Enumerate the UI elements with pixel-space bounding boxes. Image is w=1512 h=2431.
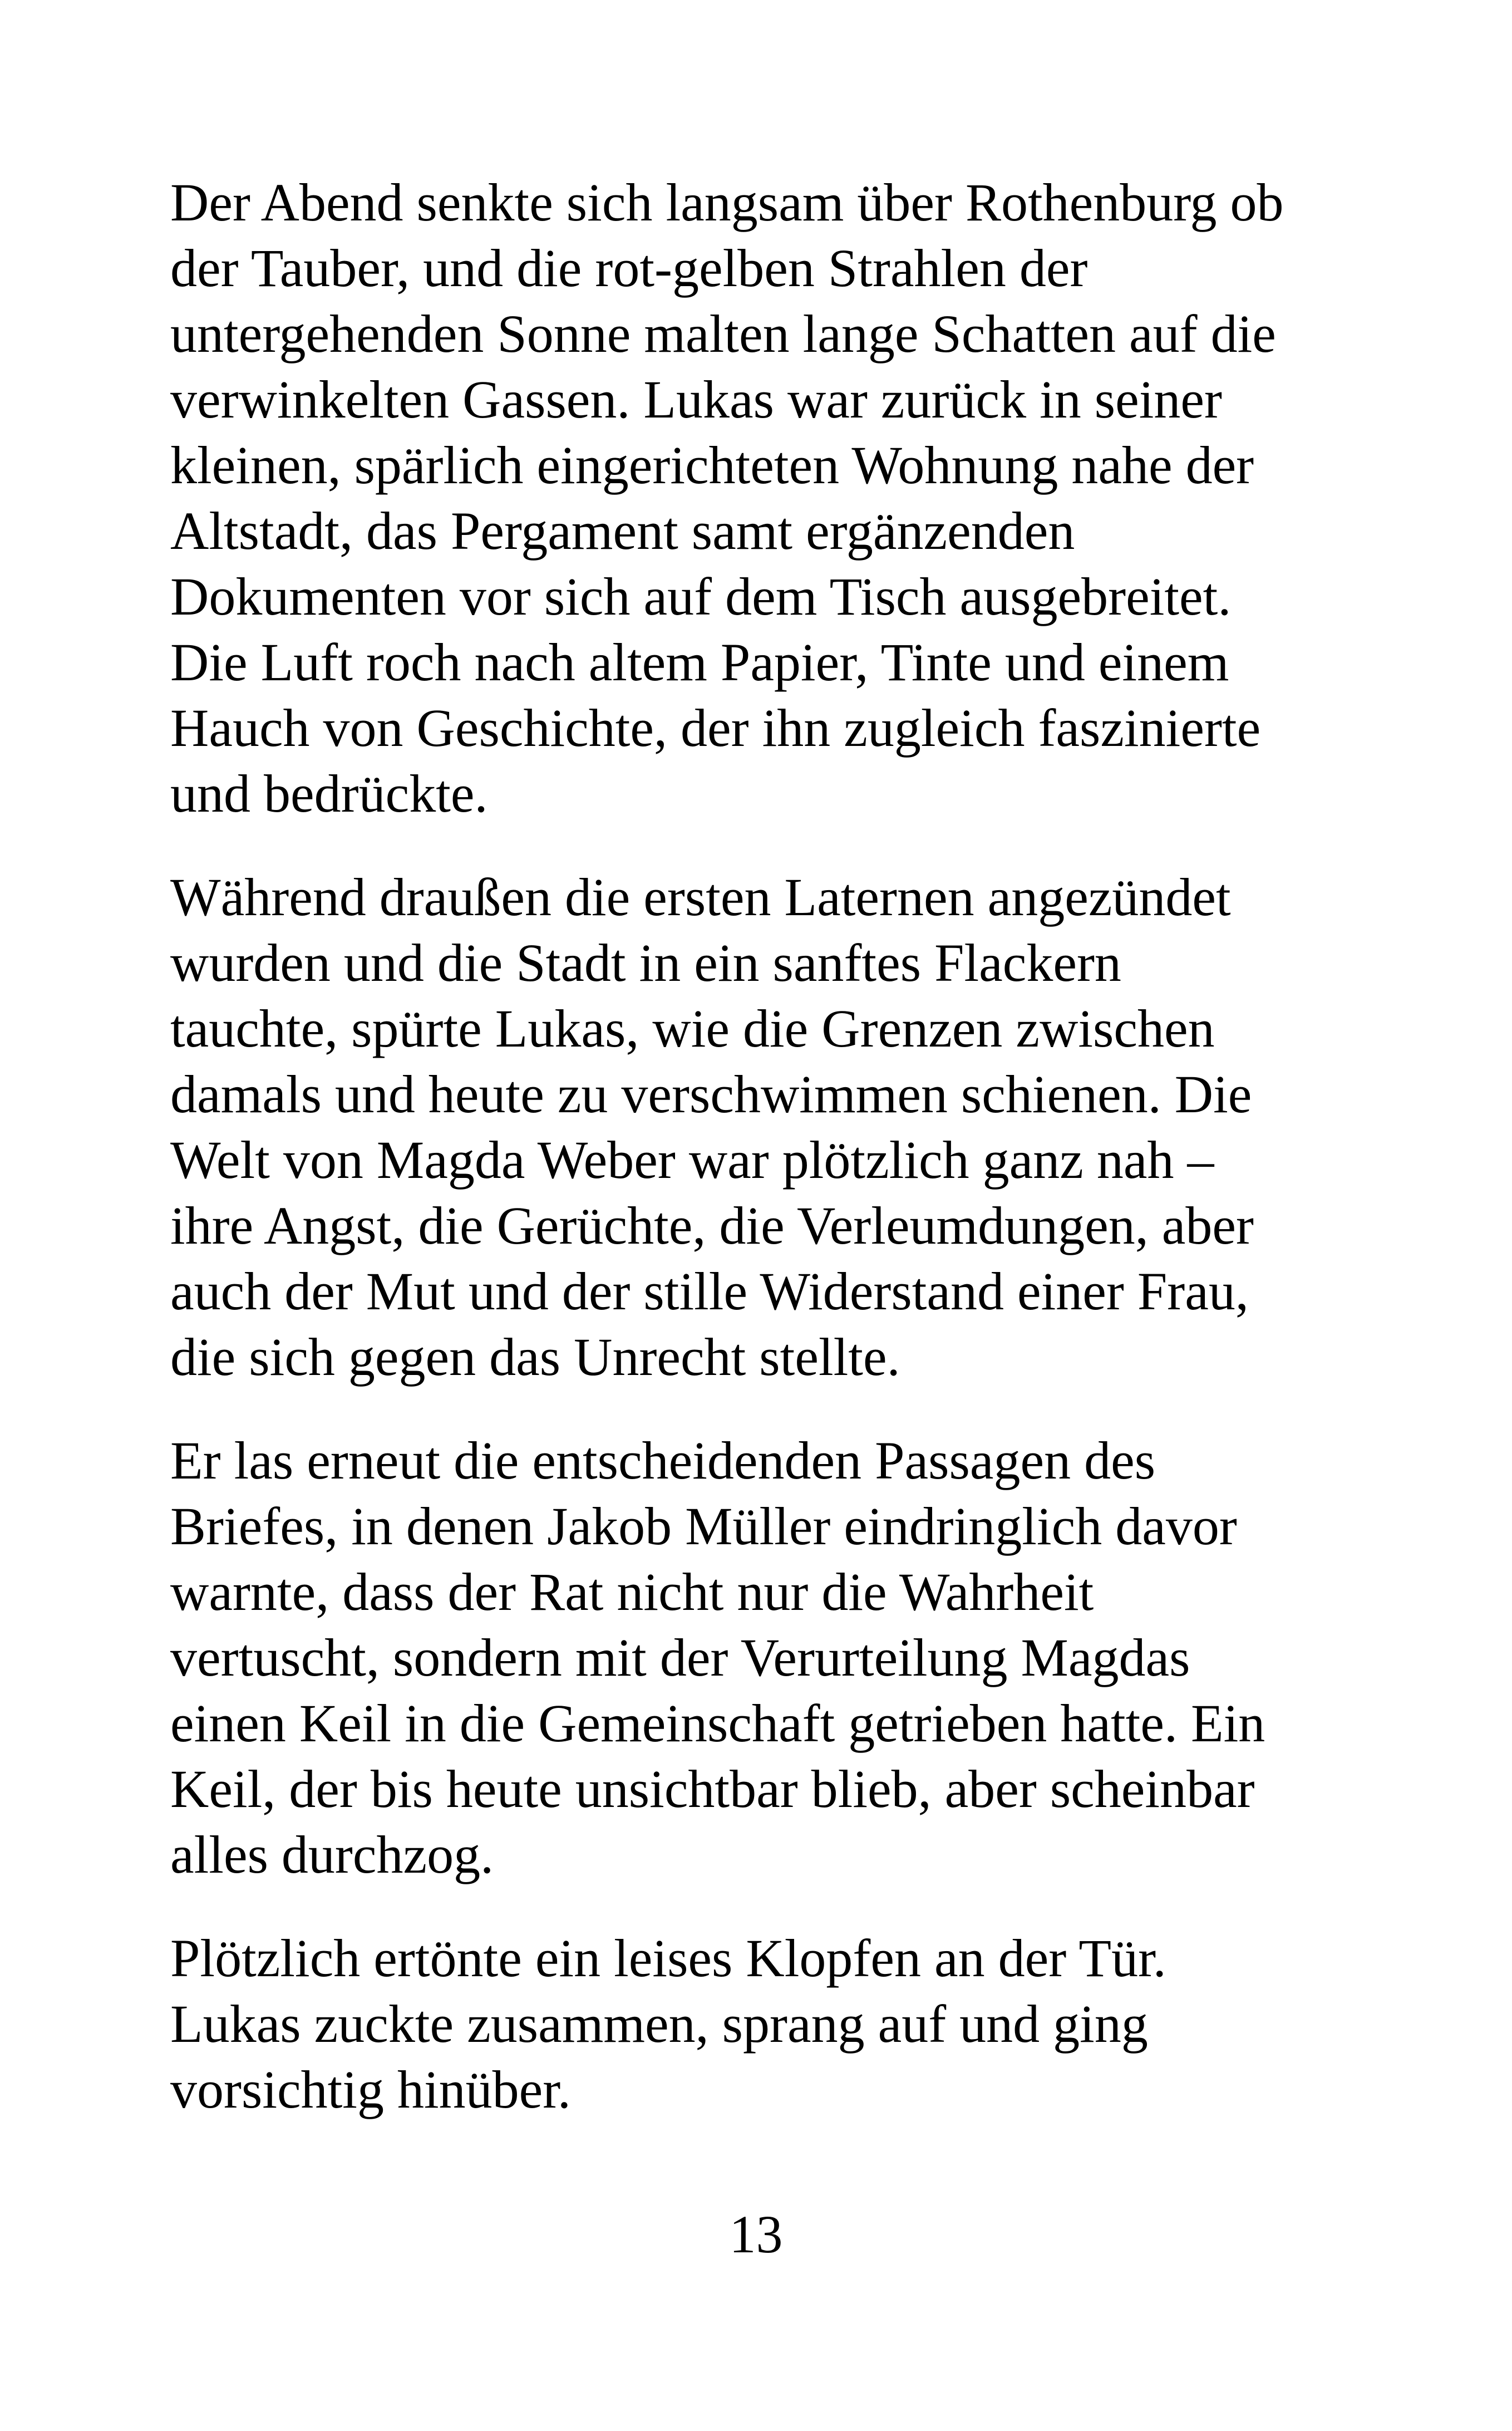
- text-line: Plötzlich ertönte ein leises Klopfen an der Tür.: [170, 1928, 1166, 1988]
- text-line: Der Abend senkte sich langsam über Rothenburg ob: [170, 173, 1284, 232]
- text-line: kleinen, spärlich eingerichteten Wohnung nahe der: [170, 435, 1254, 495]
- text-line: Hauch von Geschichte, der ihn zugleich faszinierte: [170, 698, 1261, 758]
- text-line: warnte, dass der Rat nicht nur die Wahrheit: [170, 1562, 1094, 1622]
- text-line: alles durchzog.: [170, 1825, 494, 1884]
- text-line: Während draußen die ersten Laternen angezündet: [170, 867, 1231, 927]
- text-line: verwinkelten Gassen. Lukas war zurück in seiner: [170, 370, 1222, 429]
- text-line: untergehenden Sonne malten lange Schatten auf die: [170, 304, 1276, 364]
- text-line: Welt von Magda Weber war plötzlich ganz nah –: [170, 1130, 1214, 1190]
- text-line: vorsichtig hinüber.: [170, 2060, 571, 2119]
- body-text: [170, 170, 1367, 2160]
- paragraph-1: [170, 170, 1367, 827]
- paragraph-2: [170, 865, 1367, 1390]
- text-line: tauchte, spürte Lukas, wie die Grenzen zwischen: [170, 999, 1215, 1058]
- text-line: Er las erneut die entscheidenden Passagen des: [170, 1431, 1156, 1490]
- text-line: vertuscht, sondern mit der Verurteilung Magdas: [170, 1628, 1190, 1687]
- text-line: die sich gegen das Unrecht stellte.: [170, 1327, 900, 1387]
- text-line: wurden und die Stadt in ein sanftes Flackern: [170, 933, 1121, 993]
- paragraph-4: [170, 1926, 1367, 2123]
- text-line: Lukas zuckte zusammen, sprang auf und ging: [170, 1994, 1148, 2054]
- text-line: einen Keil in die Gemeinschaft getrieben hatte. Ein: [170, 1693, 1265, 1753]
- text-line: und bedrückte.: [170, 764, 488, 823]
- text-line: ihre Angst, die Gerüchte, die Verleumdungen, aber: [170, 1196, 1254, 1255]
- text-line: Die Luft roch nach altem Papier, Tinte und einem: [170, 632, 1229, 692]
- text-line: damals und heute zu verschwimmen schienen. Die: [170, 1064, 1252, 1124]
- page-number: 13: [729, 2204, 783, 2264]
- paragraph-3: [170, 1428, 1367, 1888]
- text-line: Altstadt, das Pergament samt ergänzenden: [170, 501, 1075, 561]
- text-line: Keil, der bis heute unsichtbar blieb, aber scheinbar: [170, 1759, 1255, 1819]
- text-line: auch der Mut und der stille Widerstand einer Frau,: [170, 1261, 1249, 1321]
- text-line: der Tauber, und die rot-gelben Strahlen der: [170, 238, 1088, 298]
- text-line: Dokumenten vor sich auf dem Tisch ausgebreitet.: [170, 567, 1232, 626]
- text-line: Briefes, in denen Jakob Müller eindringlich davor: [170, 1496, 1237, 1556]
